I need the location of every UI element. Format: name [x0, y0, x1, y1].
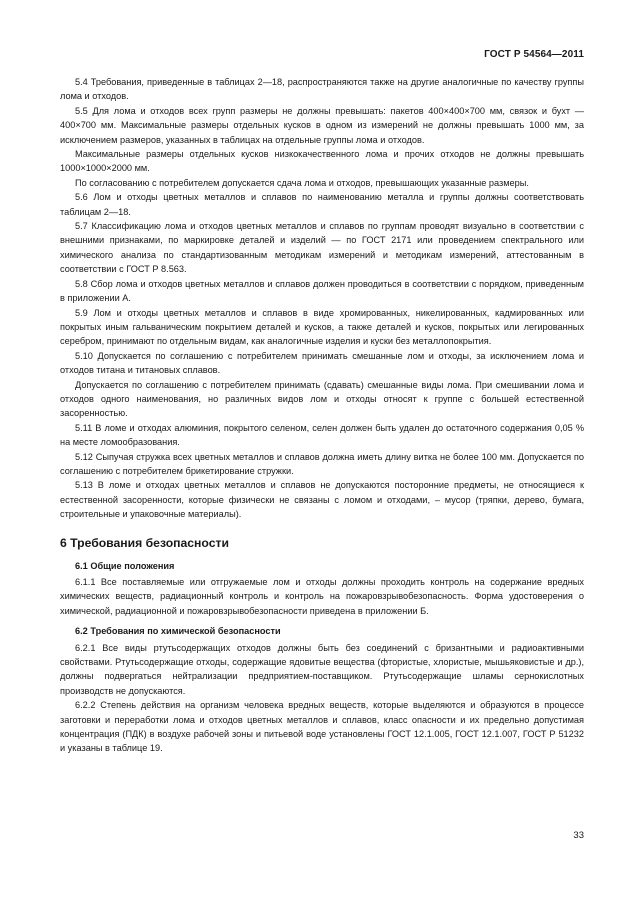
- paragraph: 5.5 Для лома и отходов всех групп размеры не должны превышать: пакетов 400×400×700 мм, связок и бухт — 400×700 мм. Максимальные размеры отдельных кусков в одном из измерений не должны превышать 1000 мм, за исключением размеров, указанных в таблицах на отдельные группы лома и отходов.: [60, 105, 584, 145]
- paragraph: 5.10 Допускается по соглашению с потребителем принимать смешанные лом и отходы, за исключением лома и отходов титана и титановых сплавов.: [60, 350, 584, 376]
- paragraph: 5.12 Сыпучая стружка всех цветных металлов и сплавов должна иметь длину витка не более 100 мм. Допускается по соглашению с потребителем брикетирование стружки.: [60, 451, 584, 476]
- paragraph: Максимальные размеры отдельных кусков низкокачественного лома и прочих отходов не должны превышать 1000×1000×2000 мм.: [60, 149, 584, 174]
- subsection-heading: 6.1 Общие положения: [75, 560, 175, 571]
- standard-header: ГОСТ Р 54564—2011: [484, 49, 584, 60]
- paragraph: 5.7 Классификацию лома и отходов цветных металлов и сплавов по группам проводят визуально в соответствии с внешними признаками, по маркировке деталей и изделий — по ГОСТ 2171 или проведением спектрального или химического анализа по стандартизованным методикам измерений и методикам измерений, аттестованным в соответствии с ГОСТ Р 8.563.: [60, 221, 584, 275]
- page-number: 33: [573, 830, 584, 841]
- section-heading: 6 Требования безопасности: [60, 535, 229, 550]
- paragraph: 5.11 В ломе и отходах алюминия, покрытого селеном, селен должен быть удален до остаточного содержания 0,05 % на месте ломообразования.: [60, 422, 584, 448]
- paragraph: 6.2.1 Все виды ртутьсодержащих отходов должны быть без соединений с бризантными и радиоактивными свойствами. Ртутьсодержащие отходы, содержащие ядовитые вещества (фтористые, хлористые, мышьяковистые и др.), должны подвергаться нейтрализации предприятием-поставщиком. Ртутьсодержащие шламы сернокислотных производств не допускаются.: [60, 642, 584, 696]
- paragraph: Допускается по соглашению с потребителем принимать (сдавать) смешанные виды лома. При смешивании лома и отходов одного наименования, но различных видов лом и отходы относят к группе с большей естественной засоренностью.: [60, 379, 584, 419]
- paragraph: 5.6 Лом и отходы цветных металлов и сплавов по наименованию металла и группы должны соответствовать таблицам 2—18.: [60, 192, 584, 217]
- paragraph: 5.8 Сбор лома и отходов цветных металлов и сплавов должен проводиться в соответствии с порядком, приведенным в приложении А.: [60, 278, 584, 304]
- paragraph: 5.4 Требования, приведенные в таблицах 2—18, распространяются также на другие аналогичные по качеству группы лома и отходов.: [60, 77, 584, 102]
- paragraph: 5.13 В ломе и отходах цветных металлов и сплавов не допускаются посторонние предметы, не относящиеся к естественной засоренности, которые физически не связаны с ломом и отходами, – мусор (тряпки, дерево, бумага, строительные и упаковочные материалы).: [60, 480, 584, 520]
- paragraph: 6.1.1 Все поставляемые или отгружаемые лом и отходы должны проходить контроль на содержание вредных химических веществ, радиационный контроль и контроль на пожаровзрывобезопасность. Форма удостоверения о химической, радиационной и пожаровзрывобезопасности приведена в приложении Б.: [60, 577, 584, 616]
- paragraph: 6.2.2 Степень действия на организм человека вредных веществ, которые выделяются и образуются в процессе заготовки и переработки лома и отходов цветных металлов и сплавов, класс опасности и их предельно допустимая концентрация (ПДК) в воздухе рабочей зоны и питьевой воде установлены ГОСТ 12.1.005, ГОСТ 12.1.007, ГОСТ Р 51232 и указаны в таблице 19.: [60, 700, 584, 754]
- paragraph: По согласованию с потребителем допускается сдача лома и отходов, превышающих указанные размеры.: [75, 177, 529, 188]
- paragraph: 5.9 Лом и отходы цветных металлов и сплавов в виде хромированных, никелированных, кадмированных или покрытых иным гальваническим покрытием деталей и кусков, а также деталей и кусков, покрытых или легированных серебром, принимают по отдельным видам, как аналогичные изделия и куски без металлопокрытия.: [60, 307, 584, 347]
- page-content: [60, 75, 584, 756]
- subsection-heading: 6.2 Требования по химической безопасности: [75, 626, 281, 637]
